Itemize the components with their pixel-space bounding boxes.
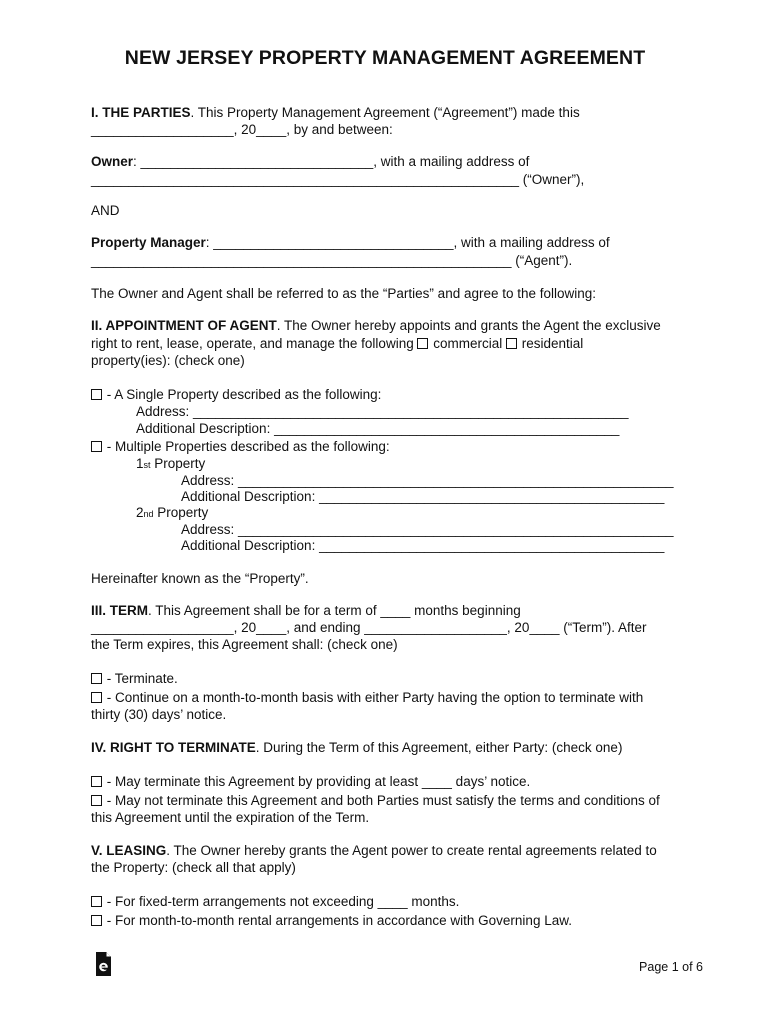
term-line-2[interactable]: ___________________, 20____, and ending ___________________, 20____ (“Term”). After [91,620,647,635]
terminate-checkbox[interactable] [91,673,102,684]
term-option-continue: - Continue on a month-to-month basis with either Party having the option to terminate with [91,689,643,706]
leasing-option-month-to-month: - For month-to-month rental arrangements in accordance with Governing Law. [91,912,572,929]
parties-line-1: I. THE PARTIES. This Property Management Agreement (“Agreement”) made this [91,105,580,120]
second-property-label: 2nd Property [136,505,209,520]
multiple-properties-option: - Multiple Properties described as the following: [91,438,390,455]
commercial-checkbox[interactable] [417,338,428,349]
first-property-label: 1st Property [136,456,206,471]
terminate-right-line-1: IV. RIGHT TO TERMINATE. During the Term of this Agreement, either Party: (check one) [91,740,623,755]
month-to-month-checkbox[interactable] [91,915,102,926]
owner-line-1[interactable]: Owner: _______________________________, with a mailing address of [91,154,530,169]
manager-line-2[interactable]: ________________________________________________________ (“Agent”). [91,253,573,268]
leasing-option-fixed-term: - For fixed-term arrangements not exceeding ____ months. [91,893,459,910]
single-property-checkbox[interactable] [91,389,102,400]
multiple-properties-checkbox[interactable] [91,441,102,452]
manager-label: Property Manager [91,235,206,250]
leasing-line-2: the Property: (check all that apply) [91,860,296,875]
term-heading: III. TERM [91,603,148,618]
manager-line-1[interactable]: Property Manager: ________________________________, with a mailing address of [91,235,610,250]
terminate-option-may-not: - May not terminate this Agreement and both Parties must satisfy the terms and conditions of [91,792,660,809]
first-address-field[interactable]: Address: __________________________________________________________ [181,473,674,488]
term-line-1[interactable]: III. TERM. This Agreement shall be for a term of ____ months beginning [91,603,521,618]
term-line-3: the Term expires, this Agreement shall: (check one) [91,637,398,652]
parties-referred-text: The Owner and Agent shall be referred to as the “Parties” and agree to the following: [91,286,597,301]
appointment-heading: II. APPOINTMENT OF AGENT [91,318,277,333]
term-option-terminate: - Terminate. [91,670,178,687]
single-property-option: - A Single Property described as the following: [91,386,381,403]
leasing-line-1: V. LEASING. The Owner hereby grants the Agent power to create rental agreements related to [91,843,657,858]
fixed-term-checkbox[interactable] [91,896,102,907]
parties-heading: I. THE PARTIES [91,105,191,120]
appointment-line-3: property(ies): (check one) [91,353,245,368]
terminate-option-may-not-line-2: this Agreement until the expiration of the Term. [91,810,370,825]
parties-line-2[interactable]: ___________________, 20____, by and between: [91,122,393,137]
may-not-terminate-checkbox[interactable] [91,795,102,806]
hereinafter-text: Hereinafter known as the “Property”. [91,571,309,586]
and-text: AND [91,203,120,218]
single-address-field[interactable]: Address: __________________________________________________________ [136,404,629,419]
term-option-continue-line-2: thirty (30) days’ notice. [91,707,227,722]
second-address-field[interactable]: Address: __________________________________________________________ [181,522,674,537]
single-description-field[interactable]: Additional Description: ______________________________________________ [136,421,620,436]
document-title: NEW JERSEY PROPERTY MANAGEMENT AGREEMENT [124,47,646,69]
continue-checkbox[interactable] [91,692,102,703]
page-number: Page 1 of 6 [639,960,703,974]
appointment-line-1: II. APPOINTMENT OF AGENT. The Owner hereby appoints and grants the Agent the exclusive [91,318,661,333]
residential-checkbox[interactable] [506,338,517,349]
eforms-logo-icon [93,951,113,977]
second-description-field[interactable]: Additional Description: ______________________________________________ [181,538,665,553]
leasing-heading: V. LEASING [91,843,167,858]
may-terminate-checkbox[interactable] [91,776,102,787]
owner-line-2[interactable]: _________________________________________________________ (“Owner”), [91,172,585,187]
appointment-line-2: right to rent, lease, operate, and manage the following commercial residential [91,336,584,351]
first-description-field[interactable]: Additional Description: ______________________________________________ [181,489,665,504]
terminate-option-may: - May terminate this Agreement by providing at least ____ days’ notice. [91,773,530,790]
terminate-right-heading: IV. RIGHT TO TERMINATE [91,740,256,755]
owner-label: Owner [91,154,134,169]
